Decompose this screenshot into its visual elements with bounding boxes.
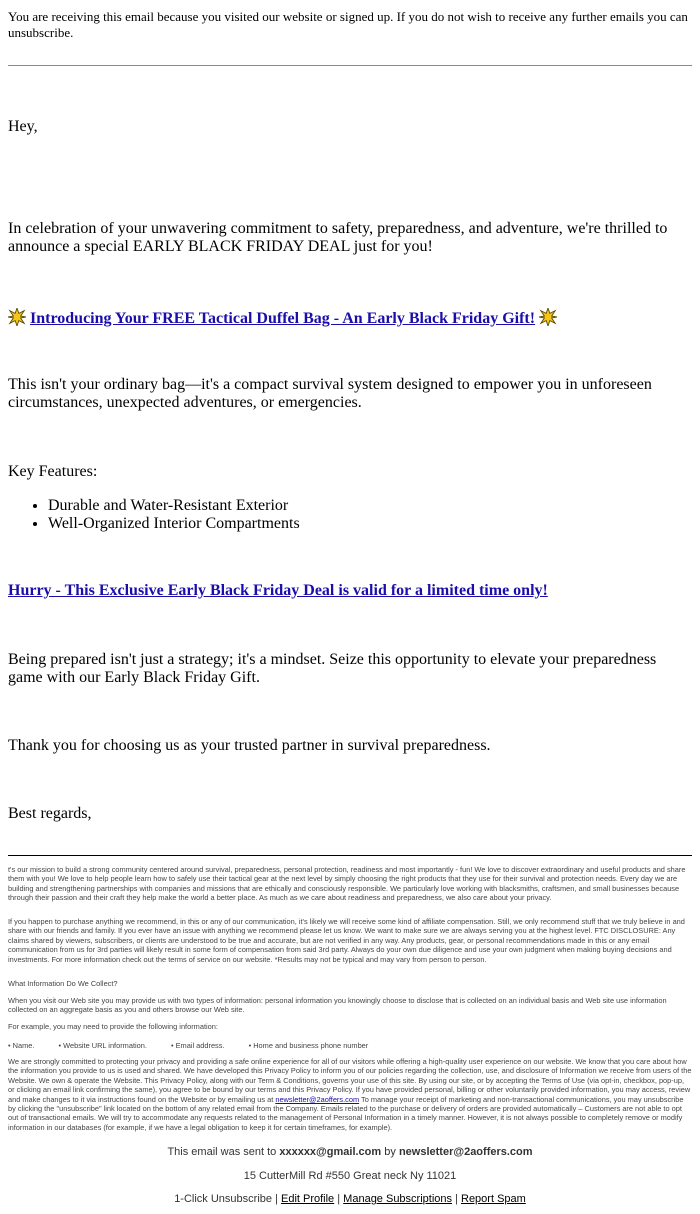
privacy-email-link[interactable]: newsletter@2aoffers.com [275,1094,360,1104]
mission-text: t's our mission to build a strong community centered around survival, preparedness, personal protection, readiness and most importantly - fun! We love to discover extraordinary and useful products and share them with you! We love to help people learn how to safely use their tactical gear at the next level by simply choosing the right products that they use for their survival and protection needs. Every day we are building and strengthening partnerships with companies and missions that are ethically and consciously responsible. We particularly love working with blacksmiths, craftsmen, and small businesses because through their passion and their craft they help make the world a better place. As much as we care about readiness and preparedness, we also care about your privacy. [8,865,686,903]
signoff: Best regards, [8,805,92,822]
feature-item: • Durable and Water-Resistant Exterior [48,497,300,515]
thanks-paragraph: Thank you for choosing us as your trusted partner in survival preparedness. [8,737,491,754]
top-divider [8,65,692,66]
mailing-address: 15 CutterMill Rd #550 Great neck Ny 11021 [243,1170,457,1182]
mindset-paragraph: Being prepared isn't just a strategy; it's a mindset. Seize this opportunity to elevate your preparedness game with our Early Black Friday Gift. [8,651,657,686]
sent-to-line [0,1146,700,1159]
manage-subscriptions-link[interactable]: Manage Subscriptions [343,1193,453,1205]
edit-profile-link[interactable]: Edit Profile [280,1193,335,1205]
example-text: For example, you may need to provide the following information: [8,1022,218,1031]
sparkle-icon [539,308,557,326]
bullet-item: • Website URL information. [58,1041,147,1050]
report-spam-link[interactable]: Report Spam [461,1193,526,1205]
sent-by: by [384,1146,396,1158]
features-title: Key Features: [8,463,98,480]
separator: | [275,1193,278,1205]
unsubscribe-notice: You are receiving this email because you visited our website or signed up. If you do not wish to receive any further emails you can unsubscribe. [8,9,688,40]
bullet-item: • Home and business phone number [248,1041,369,1050]
separator: | [455,1193,458,1205]
intro-paragraph: In celebration of your unwavering commitment to safety, preparedness, and adventure, we're thrilled to announce a special EARLY BLACK FRIDAY DEAL just for you! [8,220,668,255]
sent-prefix: This email was sent to [167,1146,277,1158]
collect-title: What Information Do We Collect? [8,979,118,988]
bag-description: This isn't your ordinary bag—it's a compact survival system designed to empower you in unforeseen circumstances, unexpected adventures, or emergencies. [8,376,652,411]
limited-deal-link[interactable]: Hurry - This Exclusive Early Black Friday Deal is valid for a limited time only! [8,582,548,599]
separator: | [337,1193,341,1205]
privacy-text [8,1057,692,1132]
affiliate-disclosure: If you happen to purchase anything we recommend, in this or any of our communication, it's likely we will receive some kind of affiliate compensation. Still, we only recommend stuff that we truly believe in and share with our friends and family. If you ever have an issue with anything we recommend please let us know. We want to make sure we are always serving you at the highest level. FTC DISCLOSURE: Any claims shared by viewers, subscribers, or clients are understood to be true and accurate, but are not verified in any way. Any products, gear, or personal recommendations made in this or any email communication from us for 3rd parties will likely result in some form of compensation from said 3rd party. Always do your own due diligence and use your own judgment when making buying decisions and investments. For more information check out the terms of service on our website. *Results may not be typical and may vary from person to person. [8,917,685,964]
features-list [8,497,300,533]
headline [8,308,692,328]
bullet-item: • Email address. [170,1041,225,1050]
legal-divider [8,855,692,856]
feature-item: • Well-Organized Interior Compartments [48,515,300,533]
privacy-text-start: We are strongly committed to protecting your privacy and providing a safe online experience for all of our visitors while offering a high-quality user experience on our website. We know that you care about how the information you provide to us is used and shared. We have developed this Privacy Policy to inform you of our policies regarding the collection, use, and disclosure of Information we receive from users of the Website. We own & operate the Website. This Privacy Policy, along with our Term & Conditions, governs your use of this site. By using our site, or by accepting the Terms of Use (via opt-in, checkbox, pop-up, or clicking an email link confirming the same), you agree to be bound by our terms and this Privacy Policy. If you have provided personal, billing or other voluntarily provided information, you may access, review and make changes to it via instructions found on the Website or by emailing us at [8,1057,692,1104]
info-bullets [8,1041,390,1050]
one-click-unsubscribe[interactable]: 1-Click Unsubscribe [174,1193,272,1205]
sender-email: newsletter@2aoffers.com [398,1146,533,1158]
privacy-text-end: To manage your receipt of marketing and non-transactional communications, you may unsubscribe by clicking the "unsubscribe" link located on the bottom of any related email from the Company. Emails related to the purchase or delivery of orders are provided automatically – Customers are not able to opt out of transactional emails. We will try to accommodate any requests related to the management of Personal Information in a timely manner. However, it is not always possible to completely remove or modify information in our databases (for example, if we have a legal obligation to keep it for certain timeframes, for example). [8,1094,684,1132]
hurry-heading [8,582,692,600]
free-duffel-bag-link[interactable]: Introducing Your FREE Tactical Duffel Bag - An Early Black Friday Gift! [30,310,536,327]
recipient-email: xxxxxx@gmail.com [279,1146,382,1158]
footer-links [0,1193,700,1206]
sparkle-icon [8,308,26,326]
greeting: Hey, [8,118,38,135]
bullet-item: • Name. [8,1041,35,1050]
collect-body: When you visit our Web site you may provide us with two types of information: personal information you knowingly choose to disclose that is collected on an individual basis and Web site use information collected on an aggregate basis as you and others browse our Web site. [8,996,667,1015]
